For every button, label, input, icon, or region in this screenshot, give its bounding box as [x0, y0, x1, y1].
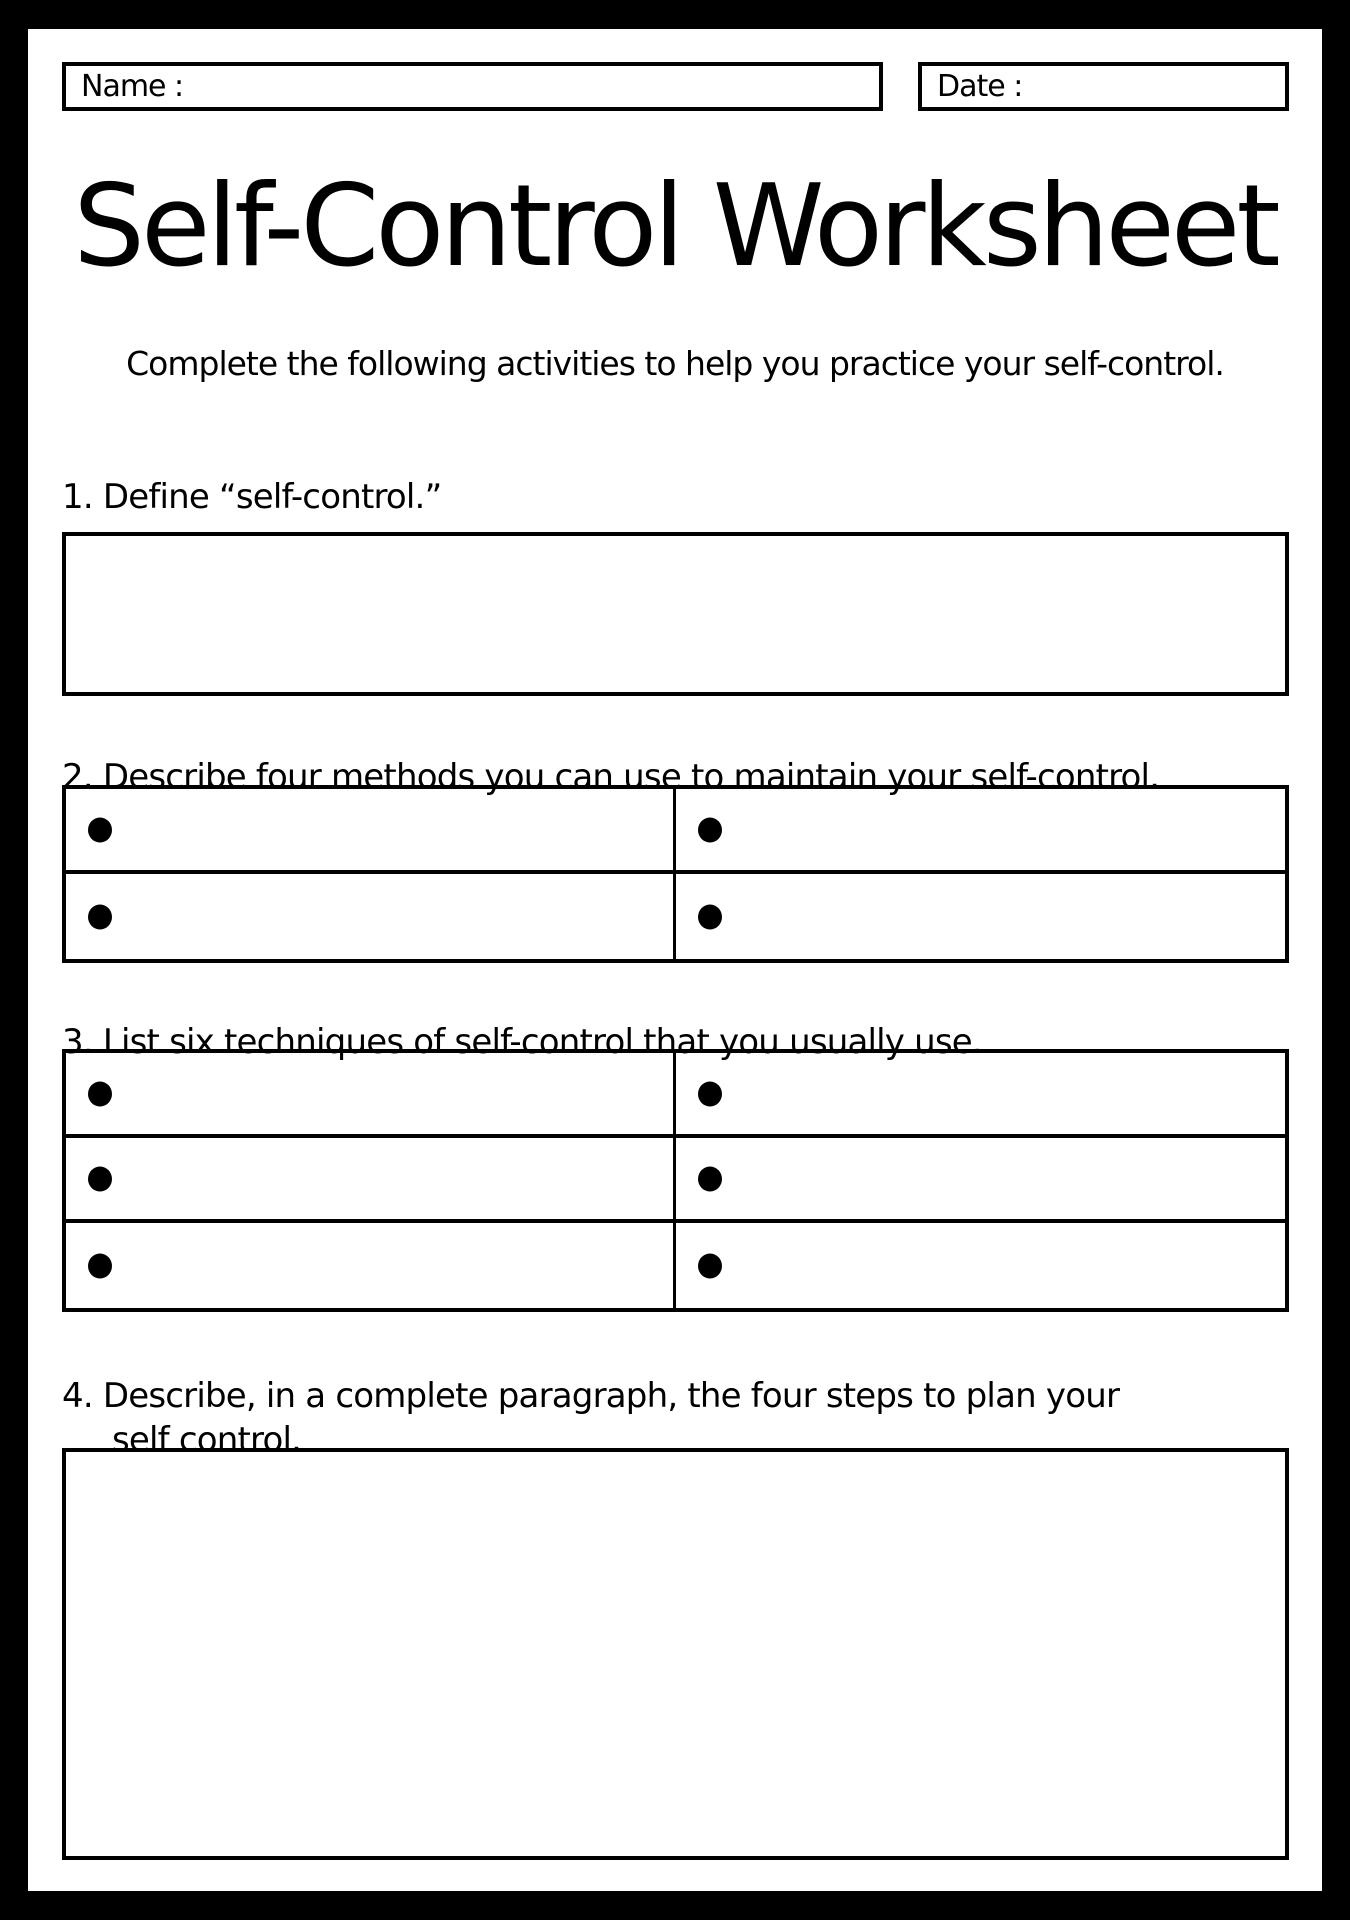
answer-cell[interactable] [676, 1223, 1286, 1308]
answer-cell[interactable] [676, 874, 1286, 959]
question-2: 2. Describe four methods you can use to maintain your self-control. [62, 757, 1160, 797]
answer-cell[interactable] [66, 1138, 676, 1223]
bullet-icon [698, 1166, 722, 1191]
answer-cell[interactable] [676, 1053, 1286, 1138]
bullet-icon [88, 1081, 112, 1106]
worksheet-page [28, 29, 1322, 1891]
question-4-line-1: 4. Describe, in a complete paragraph, the four steps to plan your [62, 1376, 1120, 1416]
bullet-icon [698, 904, 722, 929]
answer-cell[interactable] [676, 1138, 1286, 1223]
page-title: Self-Control Worksheet [73, 160, 1277, 292]
answer-cell[interactable] [676, 789, 1286, 874]
answer-box-1[interactable] [62, 532, 1289, 696]
answer-grid-3 [62, 1049, 1289, 1312]
answer-cell[interactable] [66, 789, 676, 874]
bullet-icon [698, 1253, 722, 1278]
bullet-icon [88, 817, 112, 842]
answer-cell[interactable] [66, 874, 676, 959]
answer-cell[interactable] [66, 1223, 676, 1308]
bullet-icon [698, 817, 722, 842]
bullet-icon [88, 1166, 112, 1191]
bullet-icon [88, 1253, 112, 1278]
bullet-icon [698, 1081, 722, 1106]
instructions: Complete the following activities to help you practice your self-control. [126, 344, 1224, 383]
question-3: 3. List six techniques of self-control that you usually use. [62, 1022, 982, 1062]
name-label: Name : [81, 69, 184, 104]
answer-cell[interactable] [66, 1053, 676, 1138]
answer-box-4[interactable] [62, 1448, 1289, 1860]
bullet-icon [88, 904, 112, 929]
question-4-line-2: self control. [112, 1420, 302, 1460]
date-label: Date : [937, 69, 1023, 104]
answer-grid-2 [62, 785, 1289, 963]
date-field[interactable] [918, 62, 1289, 111]
name-field[interactable] [62, 62, 883, 111]
question-1: 1. Define “self-control.” [62, 477, 442, 517]
